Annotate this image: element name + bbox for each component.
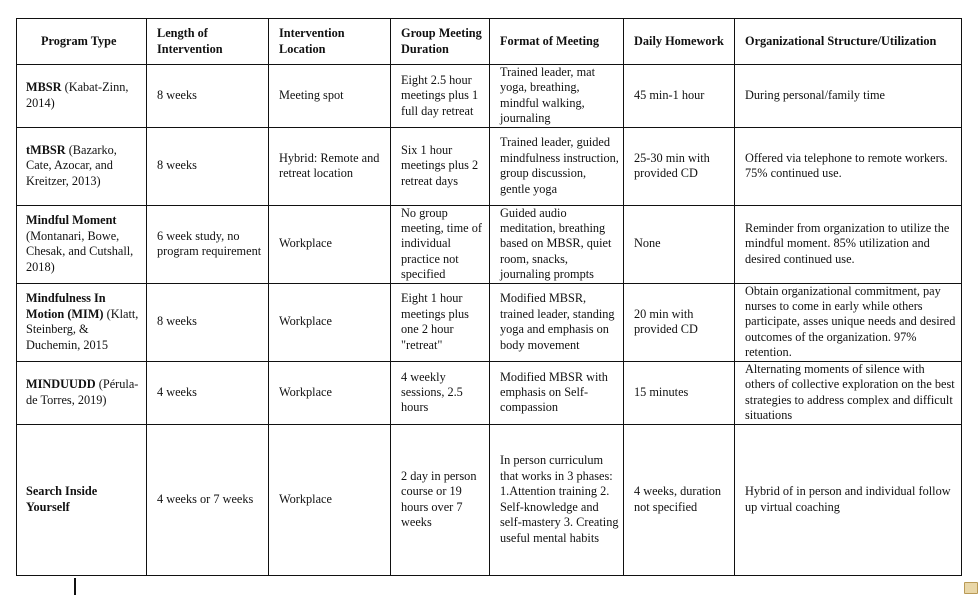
homework-cell: 15 minutes	[624, 361, 735, 424]
duration-cell: Six 1 hour meetings plus 2 retreat days	[391, 127, 490, 205]
org-cell: Obtain organizational commitment, pay nurses to come in early while others participate, asses unique needs and desired outcomes of the organization. 97% retention.	[735, 283, 962, 361]
table-row	[17, 65, 962, 128]
org-cell: Reminder from organization to utilize the mindful moment. 85% utilization and desired continued use.	[735, 205, 962, 283]
format-cell: Trained leader, mat yoga, breathing, mindful walking, journaling	[490, 65, 624, 128]
org-cell: Alternating moments of silence with others of collective exploration on the best strategies to address complex and difficult situations	[735, 361, 962, 424]
length-cell: 4 weeks	[147, 361, 269, 424]
program-comparison-table	[16, 18, 962, 576]
org-cell: During personal/family time	[735, 65, 962, 128]
length-cell: 8 weeks	[147, 283, 269, 361]
org-cell: Hybrid of in person and individual follow up virtual coaching	[735, 424, 962, 575]
table-row	[17, 205, 962, 283]
homework-cell: 25-30 min with provided CD	[624, 127, 735, 205]
location-cell: Workplace	[269, 361, 391, 424]
program-name: Mindful Moment	[26, 213, 117, 228]
program-name: tMBSR	[26, 143, 66, 158]
duration-cell: 4 weekly sessions, 2.5 hours	[391, 361, 490, 424]
location-cell: Workplace	[269, 283, 391, 361]
header-org-structure: Organizational Structure/Utilization	[735, 19, 962, 65]
homework-cell: None	[624, 205, 735, 283]
length-cell: 6 week study, no program requirement	[147, 205, 269, 283]
table-row	[17, 424, 962, 575]
header-group-duration: Group Meeting Duration	[391, 19, 490, 65]
homework-cell: 45 min-1 hour	[624, 65, 735, 128]
header-location: Intervention Location	[269, 19, 391, 65]
location-cell: Workplace	[269, 424, 391, 575]
format-cell: Modified MBSR with emphasis on Self-compassion	[490, 361, 624, 424]
program-citation: (Bazarko, Cate, Azocar, and Kreitzer, 2013)	[26, 143, 117, 188]
location-cell: Workplace	[269, 205, 391, 283]
table-row	[17, 361, 962, 424]
program-citation: (Montanari, Bowe, Chesak, and Cutshall, 2018)	[26, 228, 134, 274]
format-cell: Trained leader, guided mindfulness instruction, group discussion, gentle yoga	[490, 127, 624, 205]
program-citation: (Klatt, Steinberg, & Duchemin, 2015	[26, 306, 139, 352]
org-cell: Offered via telephone to remote workers. 75% continued use.	[735, 127, 962, 205]
length-cell: 4 weeks or 7 weeks	[147, 424, 269, 575]
header-program-type: Program Type	[17, 19, 147, 65]
program-cell	[17, 127, 147, 205]
homework-cell: 20 min with provided CD	[624, 283, 735, 361]
header-format: Format of Meeting	[490, 19, 624, 65]
header-homework: Daily Homework	[624, 19, 735, 65]
table-row	[17, 127, 962, 205]
location-cell: Hybrid: Remote and retreat location	[269, 127, 391, 205]
program-cell	[17, 424, 147, 575]
duration-cell: No group meeting, time of individual practice not specified	[391, 205, 490, 283]
program-cell	[17, 361, 147, 424]
text-cursor	[74, 578, 76, 595]
paste-options-icon[interactable]	[964, 582, 978, 594]
program-cell	[17, 65, 147, 128]
program-name: Mindfulness In Motion (MIM)	[26, 291, 106, 321]
homework-cell: 4 weeks, duration not specified	[624, 424, 735, 575]
program-name: MINDUUDD	[26, 377, 96, 392]
location-cell: Meeting spot	[269, 65, 391, 128]
length-cell: 8 weeks	[147, 127, 269, 205]
format-cell: Guided audio meditation, breathing based on MBSR, quiet room, snacks, journaling prompts	[490, 205, 624, 283]
program-name: MBSR	[26, 80, 62, 95]
program-name: Search Inside Yourself	[26, 484, 98, 514]
format-cell: Modified MBSR, trained leader, standing yoga and emphasis on body movement	[490, 283, 624, 361]
program-cell	[17, 283, 147, 361]
format-cell: In person curriculum that works in 3 phases: 1.Attention training 2. Self-knowledge and self-mastery 3. Creating useful mental habits	[490, 424, 624, 575]
program-cell	[17, 205, 147, 283]
duration-cell: Eight 2.5 hour meetings plus 1 full day retreat	[391, 65, 490, 128]
program-citation: (Kabat-Zinn, 2014)	[26, 80, 129, 110]
header-row	[17, 19, 962, 65]
duration-cell: 2 day in person course or 19 hours over 7 weeks	[391, 424, 490, 575]
duration-cell: Eight 1 hour meetings plus one 2 hour "retreat"	[391, 283, 490, 361]
program-citation: (Pérula-de Torres, 2019)	[26, 377, 139, 407]
length-cell: 8 weeks	[147, 65, 269, 128]
header-length: Length of Intervention	[147, 19, 269, 65]
table-row	[17, 283, 962, 361]
